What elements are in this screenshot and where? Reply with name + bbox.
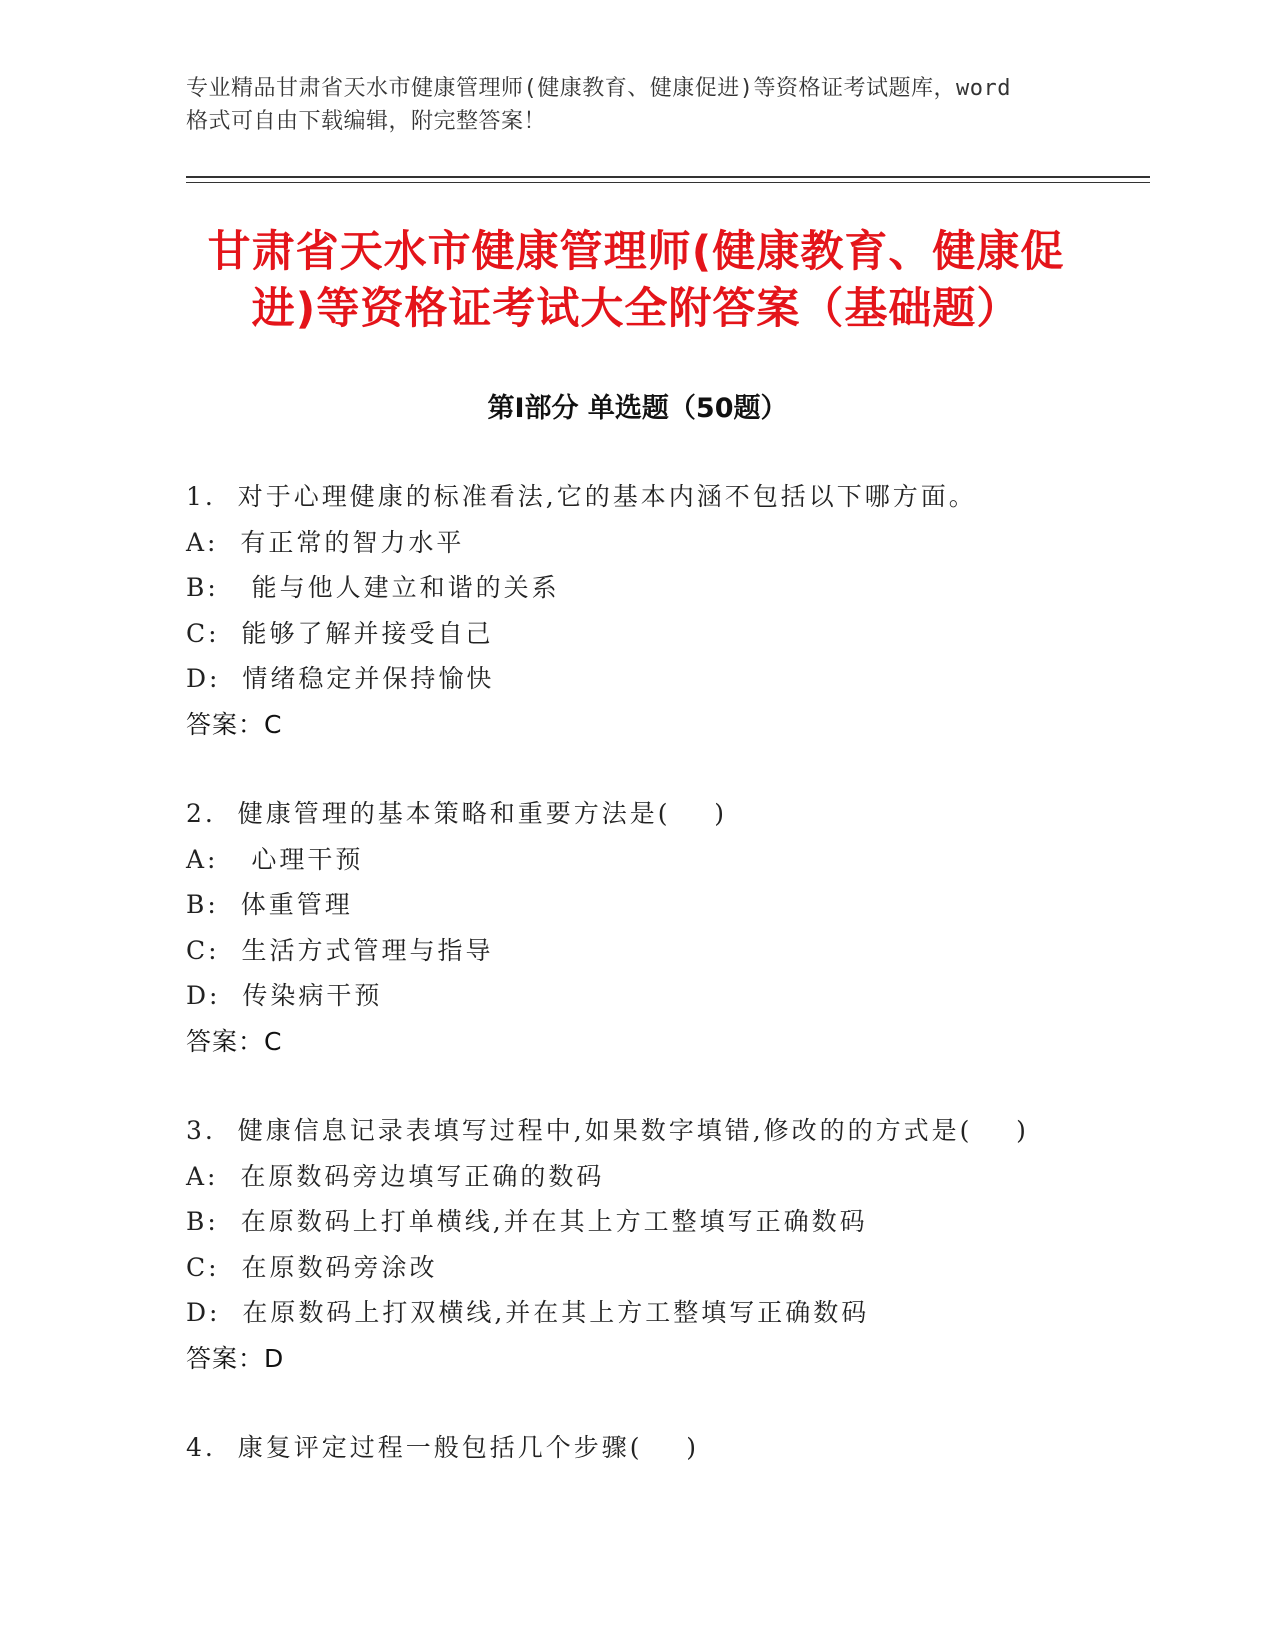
header-divider-thick bbox=[186, 176, 1150, 178]
answer-label: 答案：C bbox=[186, 709, 283, 739]
option-a: A: 在原数码旁边填写正确的数码 bbox=[186, 1161, 605, 1191]
option-c: C: 生活方式管理与指导 bbox=[186, 935, 494, 965]
option-a: A: 心理干预 bbox=[186, 844, 364, 874]
document-title-line-1: 甘肃省天水市健康管理师(健康教育、健康促 bbox=[207, 227, 1065, 277]
question-stem: 2. 健康管理的基本策略和重要方法是( ) bbox=[186, 799, 728, 828]
question-2 bbox=[186, 791, 1146, 1064]
option-c: C: 在原数码旁涂改 bbox=[186, 1252, 438, 1282]
document-title bbox=[186, 224, 1086, 338]
question-list bbox=[186, 474, 1146, 1515]
question-1 bbox=[186, 474, 1146, 747]
document-header-note bbox=[186, 72, 1086, 138]
question-4 bbox=[186, 1425, 1146, 1471]
question-stem: 4. 康复评定过程一般包括几个步骤( ) bbox=[186, 1433, 700, 1462]
option-d: D: 情绪稳定并保持愉快 bbox=[186, 664, 495, 693]
option-c: C: 能够了解并接受自己 bbox=[186, 618, 494, 648]
header-note-line-2: 格式可自由下载编辑，附完整答案！ bbox=[186, 109, 547, 134]
section-heading: 第Ⅰ部分 单选题（50题） bbox=[487, 393, 788, 424]
option-d: D: 传染病干预 bbox=[186, 981, 383, 1010]
option-d: D: 在原数码上打双横线,并在其上方工整填写正确数码 bbox=[186, 1298, 870, 1327]
option-b: B: 在原数码上打单横线,并在其上方工整填写正确数码 bbox=[186, 1207, 868, 1236]
option-b: B: 体重管理 bbox=[186, 890, 353, 919]
answer-label: 答案：C bbox=[186, 1026, 283, 1056]
header-note-line-1: 专业精品甘肃省天水市健康管理师(健康教育、健康促进)等资格证考试题库，word bbox=[186, 76, 1011, 101]
question-stem: 1. 对于心理健康的标准看法,它的基本内涵不包括以下哪方面。 bbox=[186, 482, 977, 511]
question-stem: 3. 健康信息记录表填写过程中,如果数字填错,修改的的方式是( ) bbox=[186, 1116, 1029, 1145]
question-3 bbox=[186, 1108, 1146, 1381]
answer-label: 答案：D bbox=[186, 1343, 285, 1373]
option-b: B: 能与他人建立和谐的关系 bbox=[186, 573, 560, 602]
option-a: A: 有正常的智力水平 bbox=[186, 527, 465, 557]
document-title-line-2: 进)等资格证考试大全附答案（基础题） bbox=[251, 284, 1021, 334]
header-divider-thin bbox=[186, 182, 1150, 183]
